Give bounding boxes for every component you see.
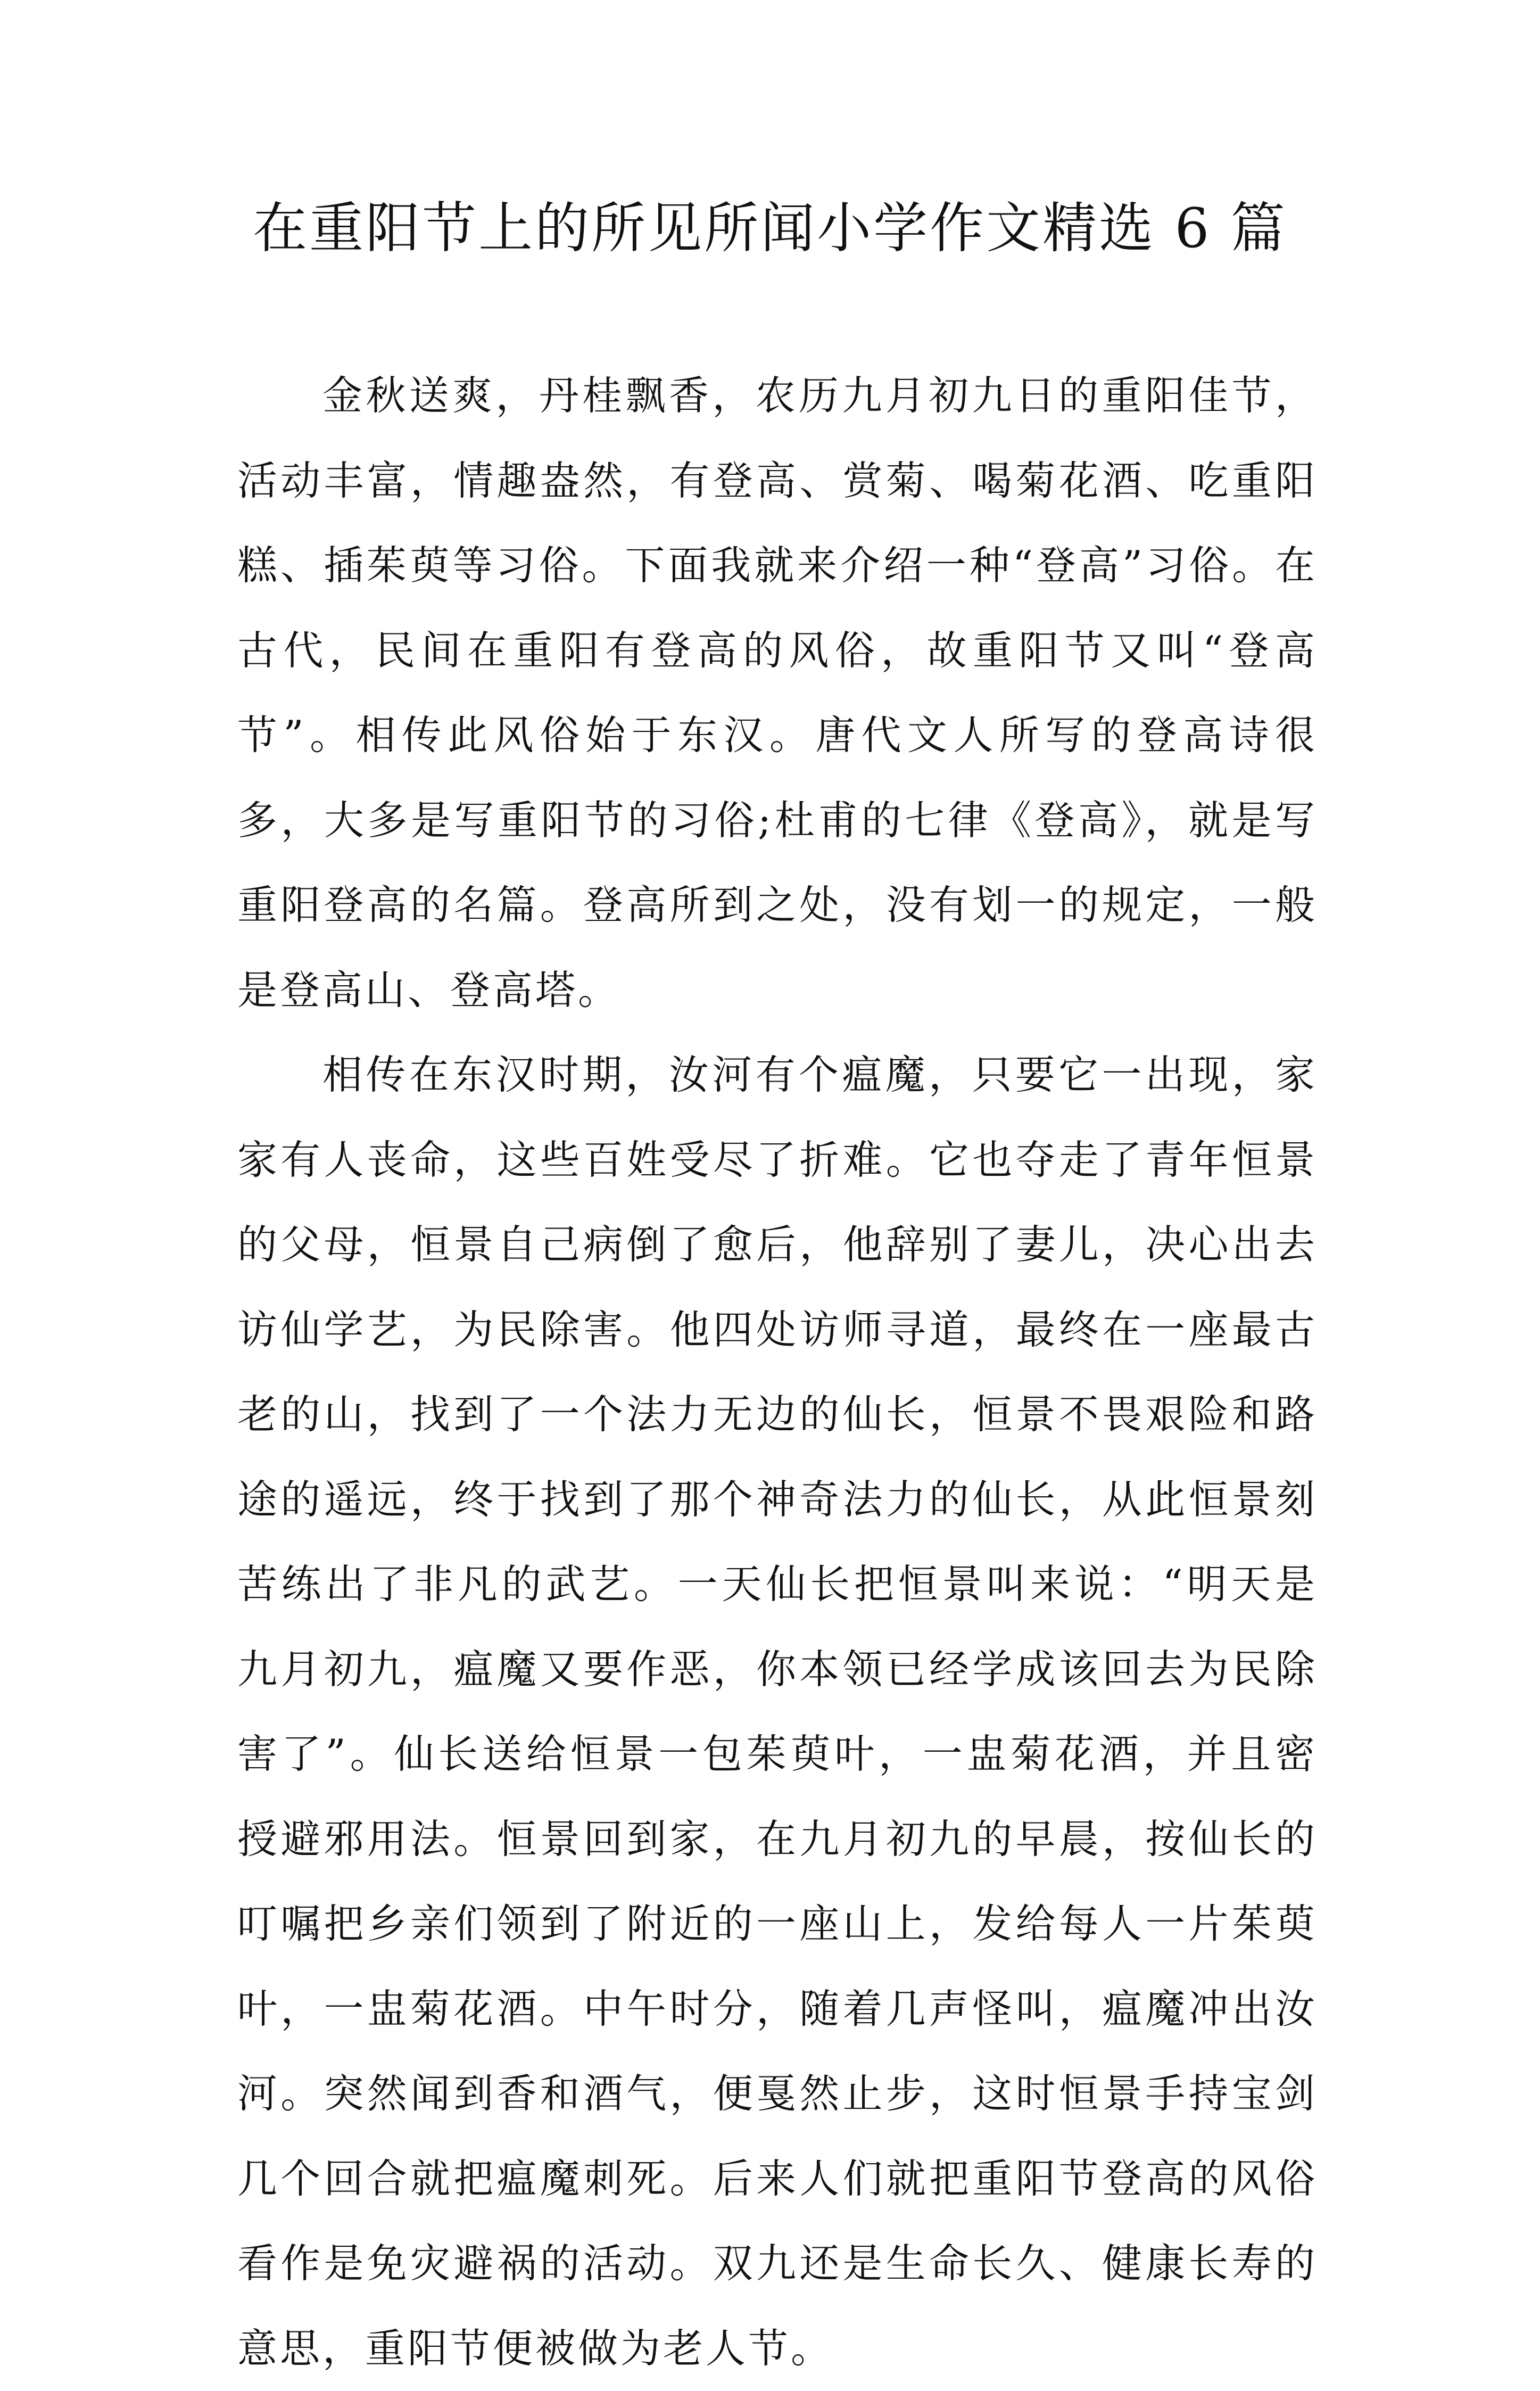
document-title: 在重阳节上的所见所闻小学作文精选 6 篇 (253, 197, 1287, 260)
paragraph-2: 相传在东汉时期，汝河有个瘟魔，只要它一出现，家家有人丧命，这些百姓受尽了折难。它也夺走了青年恒景的父母，恒景自己病倒了愈后，他辞别了妻儿，决心出去访仙学艺，为民除害。他四处访师寻道，最终在一座最古老的山，找到了一个法力无边的仙长，恒景不畏艰险和路途的遥远，终于找到了那个神奇法力的仙长，从此恒景刻苦练出了非凡的武艺。一天仙长把恒景叫来说：“明天是九月初九，瘟魔又要作恶，你本领已经学成该回去为民除害了”。仙长送给恒景一包茱萸叶，一盅菊花酒，并且密授避邪用法。恒景回到家，在九月初九的早晨，按仙长的叮嘱把乡亲们领到了附近的一座山上，发给每人一片茱萸叶，一盅菊花酒。中午时分，随着几声怪叫，瘟魔冲出汝河。突然闻到香和酒气，便戛然止步，这时恒景手持宝剑几个回合就把瘟魔刺死。后来人们就把重阳节登高的风俗看作是免灾避祸的活动。双九还是生命长久、健康长寿的意思，重阳节便被做为老人节。 (237, 1051, 1318, 2372)
paragraph-1: 金秋送爽，丹桂飘香，农历九月初九日的重阳佳节，活动丰富，情趣盎然，有登高、赏菊、喝菊花酒、吃重阳糕、插茱萸等习俗。下面我就来介绍一种“登高”习俗。在古代，民间在重阳有登高的风俗，故重阳节又叫“登高节”。相传此风俗始于东汉。唐代文人所写的登高诗很多，大多是写重阳节的习俗;杜甫的七律《登高》，就是写重阳登高的名篇。登高所到之处，没有划一的规定，一般是登高山、登高塔。 (237, 372, 1318, 1013)
document-body (237, 353, 1318, 2391)
